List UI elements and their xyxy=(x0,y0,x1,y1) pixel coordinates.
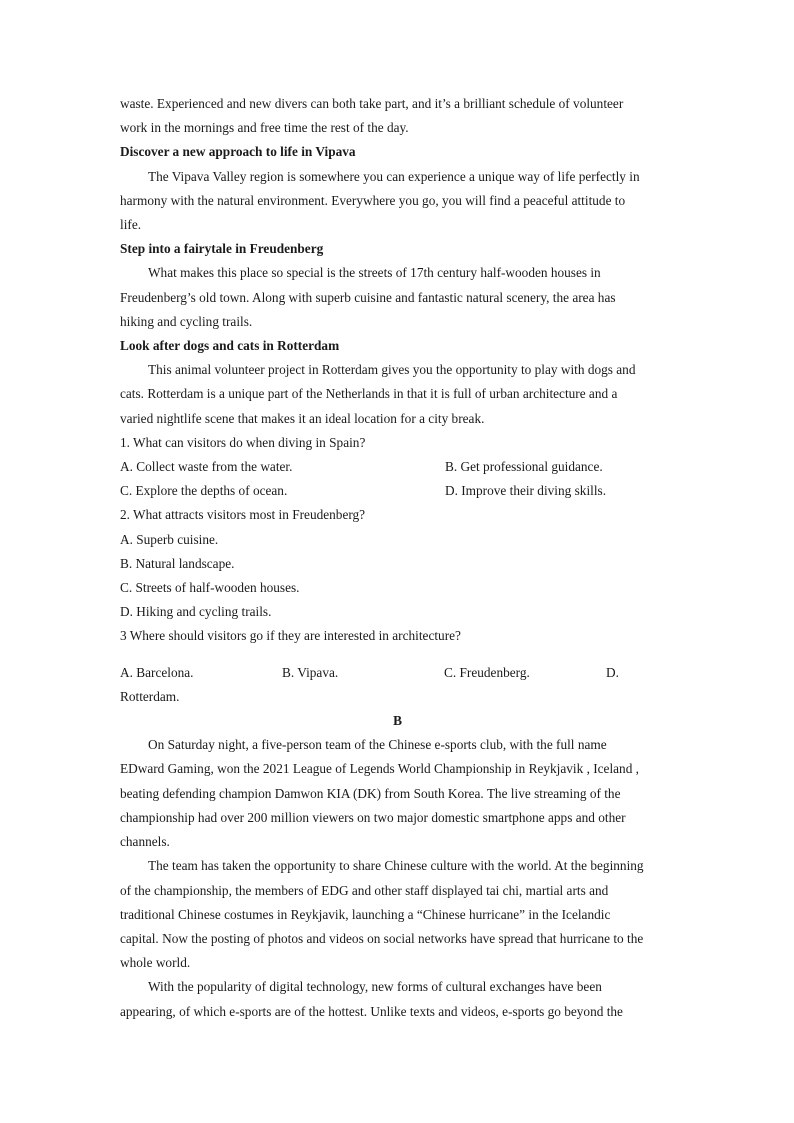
rotterdam-line-2: cats. Rotterdam is a unique part of the Netherlands in that it is full of urban architecture and a xyxy=(120,386,618,402)
passage-b-p1-line-3: beating defending champion Damwon KIA (DK) from South Korea. The live streaming of the xyxy=(120,785,621,801)
question-2-option-a: A. Superb cuisine. xyxy=(120,531,219,547)
question-1-option-c: C. Explore the depths of ocean. xyxy=(120,483,288,499)
question-3-option-d: D. xyxy=(606,664,619,680)
freudenberg-line-3: hiking and cycling trails. xyxy=(120,313,253,329)
passage-b-p2-line-1: The team has taken the opportunity to share Chinese culture with the world. At the beginning xyxy=(148,858,644,874)
document-page xyxy=(120,92,675,1024)
freudenberg-line-2: Freudenberg’s old town. Along with superb cuisine and fantastic natural scenery, the area has xyxy=(120,289,616,305)
passage-b-p2-line-4: capital. Now the posting of photos and videos on social networks have spread that hurricane to the xyxy=(120,930,644,946)
question-2-option-c: C. Streets of half-wooden houses. xyxy=(120,580,300,596)
passage-b-p1-line-2: EDward Gaming, won the 2021 League of Legends World Championship in Reykjavik , Iceland , xyxy=(120,761,639,777)
question-1-options-row-2 xyxy=(120,479,675,503)
intro-line-2: work in the mornings and free time the rest of the day. xyxy=(120,120,409,136)
rotterdam-heading: Look after dogs and cats in Rotterdam xyxy=(120,338,340,354)
passage-b-p1-line-4: championship had over 200 million viewers on two major domestic smartphone apps and other xyxy=(120,809,626,825)
question-1-option-a: A. Collect waste from the water. xyxy=(120,459,293,475)
vipava-line-2: harmony with the natural environment. Everywhere you go, you will find a peaceful attitude to xyxy=(120,192,626,208)
question-1-options-row-1 xyxy=(120,455,675,479)
question-3-option-d-continued: Rotterdam. xyxy=(120,688,180,704)
passage-b-p2-line-3: traditional Chinese costumes in Reykjavik, launching a “Chinese hurricane” in the Icelandic xyxy=(120,906,611,922)
question-3-options xyxy=(120,661,675,685)
passage-b-p3-line-2: appearing, of which e-sports are of the hottest. Unlike texts and videos, e-sports go beyond the xyxy=(120,1003,623,1019)
vipava-line-1: The Vipava Valley region is somewhere you can experience a unique way of life perfectly in xyxy=(148,168,640,184)
intro-line-1: waste. Experienced and new divers can both take part, and it’s a brilliant schedule of volunteer xyxy=(120,96,624,111)
question-3-option-a: A. Barcelona. xyxy=(120,664,194,680)
rotterdam-line-3: varied nightlife scene that makes it an ideal location for a city break. xyxy=(120,410,485,426)
freudenberg-heading: Step into a fairytale in Freudenberg xyxy=(120,241,324,257)
passage-b-p2-line-5: whole world. xyxy=(120,955,191,971)
question-3-option-b: B. Vipava. xyxy=(282,664,339,680)
rotterdam-line-1: This animal volunteer project in Rotterdam gives you the opportunity to play with dogs and xyxy=(148,362,636,378)
question-1-option-d: D. Improve their diving skills. xyxy=(445,483,607,499)
question-3-option-c: C. Freudenberg. xyxy=(444,664,530,680)
question-2-stem: 2. What attracts visitors most in Freudenberg? xyxy=(120,507,366,523)
passage-b-p2-line-2: of the championship, the members of EDG and other staff displayed tai chi, martial arts and xyxy=(120,882,609,898)
question-2-option-b: B. Natural landscape. xyxy=(120,555,235,571)
vipava-heading: Discover a new approach to life in Vipava xyxy=(120,144,356,160)
question-1-stem: 1. What can visitors do when diving in Spain? xyxy=(120,434,366,450)
passage-b-p3-line-1: With the popularity of digital technology, new forms of cultural exchanges have been xyxy=(148,979,602,995)
vipava-line-3: life. xyxy=(120,217,142,233)
passage-b-p1-line-5: channels. xyxy=(120,834,170,850)
question-3-stem: 3 Where should visitors go if they are interested in architecture? xyxy=(120,628,461,644)
question-1-option-b: B. Get professional guidance. xyxy=(445,459,603,475)
question-2-option-d: D. Hiking and cycling trails. xyxy=(120,604,272,620)
passage-b-p1-line-1: On Saturday night, a five-person team of the Chinese e-sports club, with the full name xyxy=(148,737,607,753)
freudenberg-line-1: What makes this place so special is the streets of 17th century half-wooden houses in xyxy=(148,265,601,281)
passage-b-label: B xyxy=(393,713,402,729)
